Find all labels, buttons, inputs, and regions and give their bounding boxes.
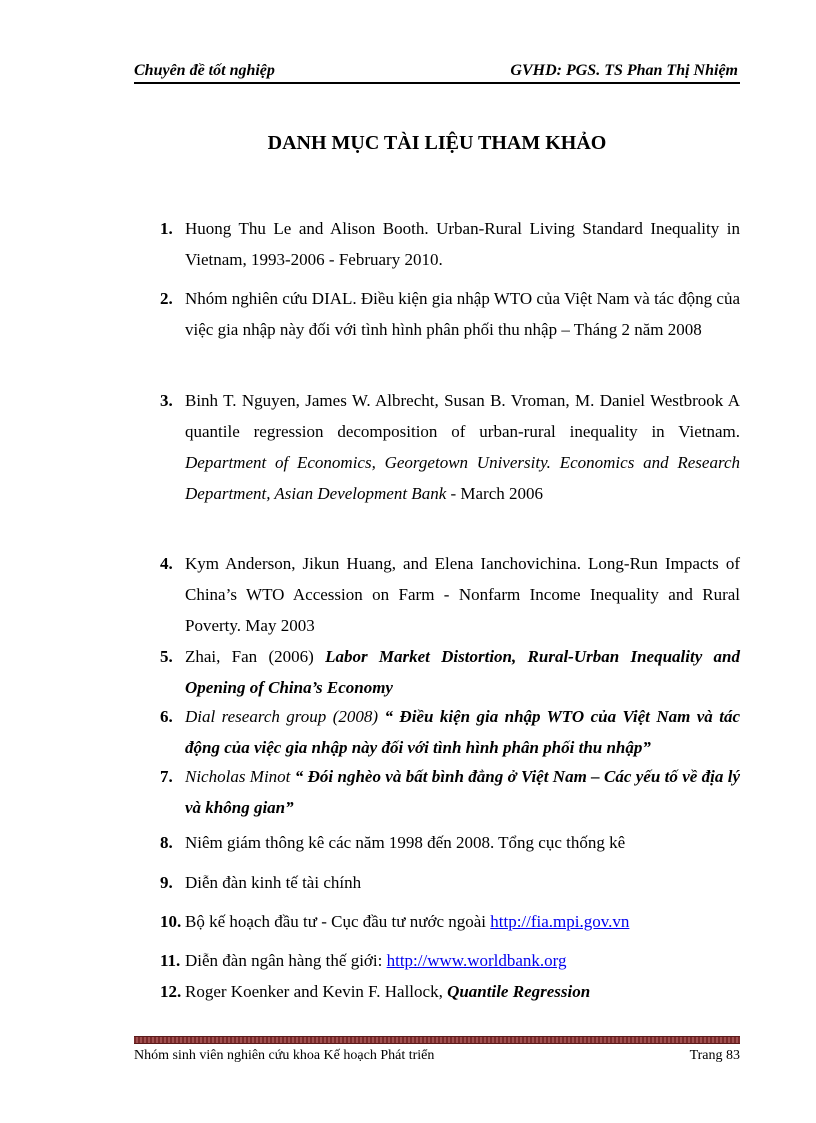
reference-item-7 [160, 761, 740, 823]
reference-number: 5. [160, 647, 173, 666]
reference-text: Huong Thu Le and Alison Booth. Urban-Rural Living Standard Inequality in Vietnam, 1993-2006 - February 2010. [185, 219, 740, 269]
header-right: GVHD: PGS. TS Phan Thị Nhiệm [510, 62, 738, 79]
reference-authors: Nicholas Minot [185, 767, 291, 786]
reference-item-12 [160, 976, 740, 1007]
page-number: Trang 83 [689, 1048, 740, 1063]
reference-authors: Binh T. Nguyen, James W. Albrecht, Susan B. Vroman, M. Daniel Westbrook A quantile regression decomposition of urban-rural inequality in Vietnam. [185, 391, 740, 441]
reference-link[interactable]: http://fia.mpi.gov.vn [490, 912, 630, 931]
reference-item-5 [160, 641, 740, 703]
reference-link[interactable]: http://www.worldbank.org [386, 951, 567, 970]
reference-authors: Roger Koenker and Kevin F. Hallock, [185, 982, 443, 1001]
reference-number: 6. [160, 707, 173, 726]
reference-text: Kym Anderson, Jikun Huang, and Elena Ianchovichina. Long-Run Impacts of China’s WTO Accession on Farm - Nonfarm Income Inequality and Rural Poverty. May 2003 [185, 554, 740, 635]
reference-number: 4. [160, 554, 173, 573]
reference-item-6 [160, 701, 740, 763]
reference-text [185, 701, 740, 763]
reference-item-8 [160, 827, 740, 858]
reference-number: 12. [160, 982, 182, 1001]
reference-number: 11. [160, 951, 181, 970]
reference-title: “ Điều kiện gia nhập WTO của Việt Nam và tác động của việc gia nhập này đối với tình hình phân phối thu nhập” [185, 707, 740, 757]
reference-item-3 [160, 385, 740, 509]
reference-text [185, 641, 740, 703]
footer-left: Nhóm sinh viên nghiên cứu khoa Kế hoạch Phát triển [134, 1048, 435, 1063]
reference-item-1 [160, 213, 740, 275]
reference-item-2 [160, 283, 740, 345]
page-title: DANH MỤC TÀI LIỆU THAM KHẢO [267, 132, 607, 154]
reference-text [185, 385, 740, 509]
reference-label: Bộ kế hoạch đầu tư - Cục đầu tư nước ngoài [185, 912, 487, 931]
reference-title: “ Đói nghèo và bất bình đẳng ở Việt Nam – Các yếu tố về địa lý và không gian” [185, 767, 741, 817]
footer-divider [134, 1036, 740, 1044]
page-header [134, 56, 740, 84]
reference-text: Diễn đàn kinh tế tài chính [185, 873, 362, 892]
reference-text: Nhóm nghiên cứu DIAL. Điều kiện gia nhập WTO của Việt Nam và tác động của việc gia nhập này đối với tình hình phân phối thu nhập – Tháng 2 năm 2008 [185, 289, 740, 339]
reference-text [185, 761, 740, 823]
header-left: Chuyên đề tốt nghiệp [134, 62, 275, 79]
reference-title: Labor Market Distortion, Rural-Urban Inequality and Opening of China’s Economy [185, 647, 740, 697]
reference-label: Diễn đàn ngân hàng thế giới: [185, 951, 383, 970]
reference-item-4 [160, 548, 740, 641]
reference-number: 7. [160, 767, 173, 786]
reference-text [185, 945, 740, 976]
reference-number: 1. [160, 219, 173, 238]
reference-item-10 [160, 906, 740, 937]
reference-item-9 [160, 867, 740, 898]
reference-item-11 [160, 945, 740, 976]
reference-number: 3. [160, 391, 173, 410]
reference-publisher: Department of Economics, Georgetown University. Economics and Research Department, Asian Development Bank [185, 453, 740, 503]
reference-title: Quantile Regression [447, 982, 591, 1001]
reference-number: 8. [160, 833, 173, 852]
reference-number: 2. [160, 289, 173, 308]
reference-date: - March 2006 [450, 484, 544, 503]
reference-number: 9. [160, 873, 173, 892]
reference-text: Niêm giám thông kê các năm 1998 đến 2008. Tổng cục thống kê [185, 833, 626, 852]
reference-text [185, 906, 740, 937]
reference-number: 10. [160, 912, 182, 931]
reference-text [185, 976, 740, 1007]
reference-authors: Zhai, Fan (2006) [185, 647, 314, 666]
reference-authors: Dial research group (2008) [185, 707, 379, 726]
